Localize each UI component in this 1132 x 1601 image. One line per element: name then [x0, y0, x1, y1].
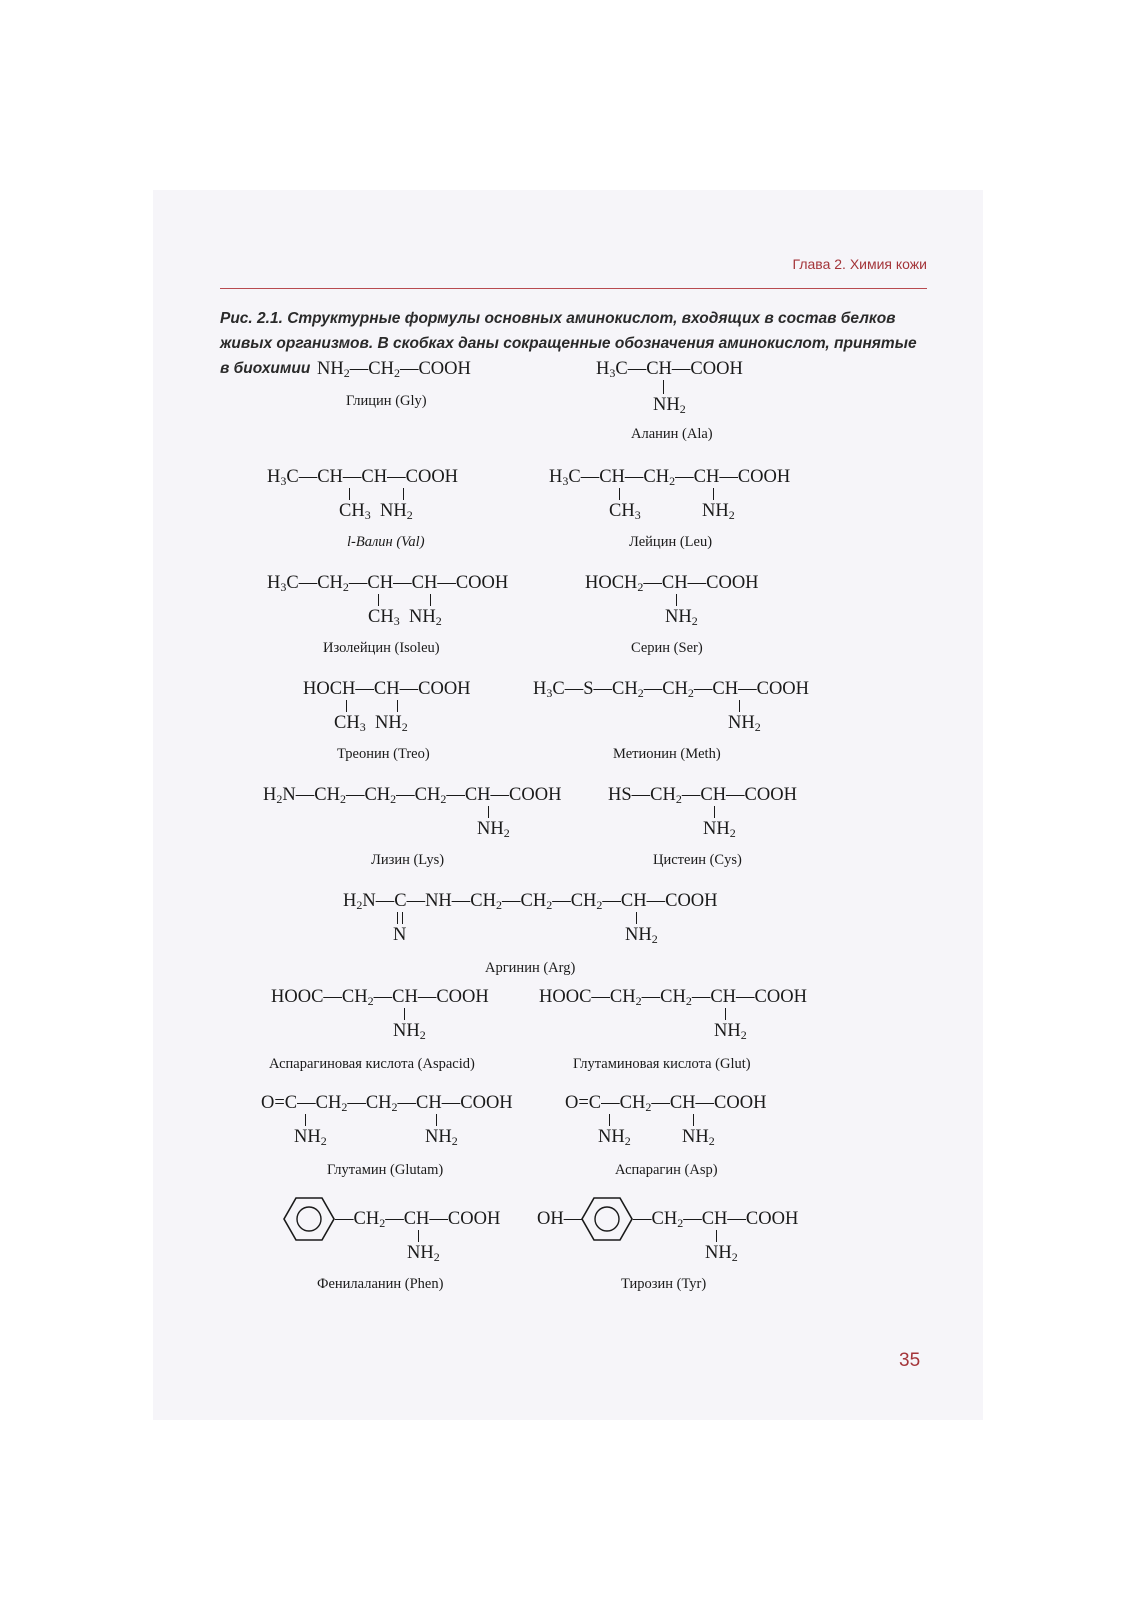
formula-leucine: $H_3C—CH—CH_2—CH—COOH$ — [549, 467, 791, 488]
formula-glycine: $NH_2—CH_2—COOH$ — [317, 359, 471, 380]
bond-methionine — [739, 700, 740, 712]
chapter-header: Глава 2. Химия кожи — [792, 256, 927, 272]
formula-isoleucine-sub: $CH_3$ $NH_2$ — [368, 607, 442, 628]
bond-leucine-1 — [619, 488, 620, 500]
bond-phenylalanine — [418, 1230, 419, 1242]
formula-methionine: $H_3C—S—CH_2—CH_2—CH—COOH$ — [533, 679, 810, 700]
bond-valine-2 — [403, 488, 404, 500]
name-glycine: Глицин (Gly) — [346, 393, 427, 409]
name-alanine: Аланин (Ala) — [631, 426, 713, 442]
formula-valine-sub: $CH_3$ $NH_2$ — [339, 501, 413, 522]
formula-serine: $HOCH_2—CH—COOH$ — [585, 573, 759, 594]
name-asparagine: Аспарагин (Asp) — [615, 1162, 718, 1178]
formula-asparagine-nh2-2: $NH_2$ — [682, 1127, 715, 1148]
formula-lysine-nh2: $NH_2$ — [477, 819, 510, 840]
bond-lysine — [488, 806, 489, 818]
name-phenylalanine: Фенилаланин (Phen) — [317, 1276, 444, 1292]
formula-threonine: HOCH—CH—COOH — [303, 679, 471, 699]
formula-glutamine-nh2-1: $NH_2$ — [294, 1127, 327, 1148]
formula-methionine-nh2: $NH_2$ — [728, 713, 761, 734]
bond-tyrosine — [716, 1230, 717, 1242]
formula-leucine-ch3: $CH_3$ — [609, 501, 641, 522]
bond-asparagine-2 — [693, 1114, 694, 1126]
figure-caption: Рис. 2.1. Структурные формулы основных аминокислот, входящих в состав белков живых организмов. В скобках даны сокращенные обозначения аминокислот, принятые в биохимии — [220, 310, 917, 377]
formula-asparagine-nh2-1: $NH_2$ — [598, 1127, 631, 1148]
benzene-ring-phenylalanine — [283, 1196, 335, 1242]
name-tyrosine: Тирозин (Tyr) — [621, 1276, 707, 1292]
bond-isoleucine-1 — [378, 594, 379, 606]
formula-alanine: $H_3C—CH—COOH$ — [596, 359, 743, 380]
bond-aspartic-acid — [404, 1008, 405, 1020]
name-valine: l-Валин (Val) — [347, 534, 425, 550]
formula-phenylalanine: $—CH_2—CH—COOH$ — [335, 1209, 501, 1230]
bond-threonine-2 — [397, 700, 398, 712]
name-isoleucine: Изолейцин (Isoleu) — [323, 640, 440, 656]
formula-aspartic-acid-nh2: $NH_2$ — [393, 1021, 426, 1042]
bond-glutamic-acid — [725, 1008, 726, 1020]
bond-valine-1 — [349, 488, 350, 500]
header-rule — [220, 288, 927, 289]
book-page — [153, 190, 983, 1420]
bond-arginine — [636, 912, 637, 924]
bond-isoleucine-2 — [430, 594, 431, 606]
formula-isoleucine: $H_3C—CH_2—CH—CH—COOH$ — [267, 573, 509, 594]
formula-glutamine: $O=C—CH_2—CH_2—CH—COOH$ — [261, 1093, 513, 1114]
bond-serine — [676, 594, 677, 606]
formula-cysteine-nh2: $NH_2$ — [703, 819, 736, 840]
formula-threonine-sub: $CH_3$ $NH_2$ — [334, 713, 408, 734]
formula-lysine: $H_2N—CH_2—CH_2—CH_2—CH—COOH$ — [263, 785, 562, 806]
double-bond-arginine — [397, 912, 403, 924]
name-leucine: Лейцин (Leu) — [629, 534, 713, 550]
formula-valine: $H_3C—CH—CH—COOH$ — [267, 467, 459, 488]
formula-glutamine-nh2-2: $NH_2$ — [425, 1127, 458, 1148]
name-glutamine: Глутамин (Glutam) — [327, 1162, 444, 1178]
formula-aspartic-acid: $HOOC—CH_2—CH—COOH$ — [271, 987, 489, 1008]
name-serine: Серин (Ser) — [631, 640, 703, 656]
name-cysteine: Цистеин (Cys) — [653, 852, 742, 868]
formula-serine-nh2: $NH_2$ — [665, 607, 698, 628]
page-number: 35 — [899, 1350, 921, 1371]
bond-glutamine-1 — [305, 1114, 306, 1126]
bond-threonine-1 — [346, 700, 347, 712]
formula-glutamic-acid-nh2: $NH_2$ — [714, 1021, 747, 1042]
bond-asparagine-1 — [609, 1114, 610, 1126]
bond-leucine-2 — [713, 488, 714, 500]
name-threonine: Треонин (Treo) — [337, 746, 430, 762]
formula-arginine-n: N — [393, 925, 407, 945]
formula-tyrosine-oh: OH— — [537, 1209, 583, 1229]
benzene-ring-tyrosine — [581, 1196, 633, 1242]
bond-cysteine — [714, 806, 715, 818]
formula-leucine-nh2: $NH_2$ — [702, 501, 735, 522]
bond-alanine — [663, 380, 664, 394]
formula-asparagine: $O=C—CH_2—CH—COOH$ — [565, 1093, 767, 1114]
name-glutamic-acid: Глутаминовая кислота (Glut) — [573, 1056, 751, 1072]
formula-glutamic-acid: $HOOC—CH_2—CH_2—CH—COOH$ — [539, 987, 807, 1008]
formula-cysteine: $HS—CH_2—CH—COOH$ — [608, 785, 797, 806]
name-aspartic-acid: Аспарагиновая кислота (Aspacid) — [269, 1056, 475, 1072]
name-lysine: Лизин (Lys) — [371, 852, 445, 868]
formula-phenylalanine-nh2: $NH_2$ — [407, 1243, 440, 1264]
formula-alanine-nh2: $NH_2$ — [653, 395, 686, 416]
name-arginine: Аргинин (Arg) — [485, 960, 576, 976]
formula-arginine: $H_2N—C—NH—CH_2—CH_2—CH_2—CH—COOH$ — [343, 891, 718, 912]
formula-tyrosine: $—CH_2—CH—COOH$ — [633, 1209, 799, 1230]
formula-arginine-nh2: $NH_2$ — [625, 925, 658, 946]
formula-tyrosine-nh2: $NH_2$ — [705, 1243, 738, 1264]
bond-glutamine-2 — [436, 1114, 437, 1126]
name-methionine: Метионин (Meth) — [613, 746, 721, 762]
